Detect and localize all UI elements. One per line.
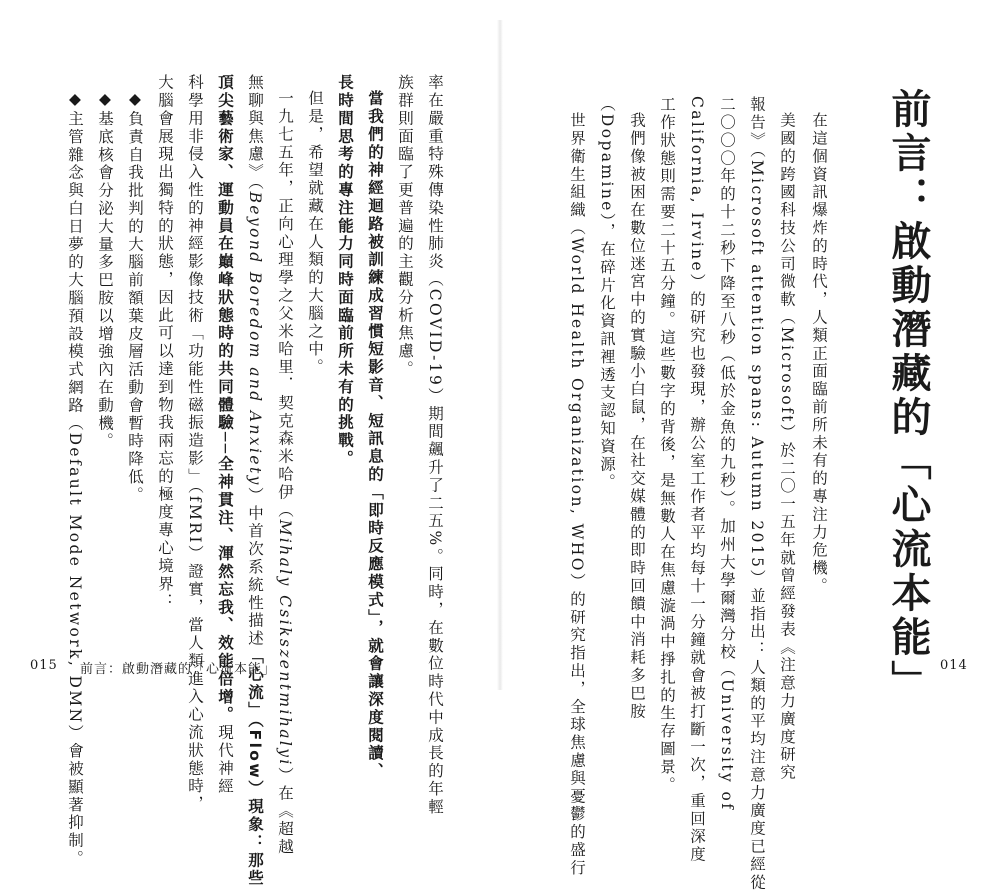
emphasis-run: 頂尖藝術家、運動員在巔峰狀態時的共同體驗──全神貫注、渾然忘我、效能倍增。	[216, 74, 234, 724]
left-page-number: 015	[30, 658, 58, 673]
paragraph-line: 二〇〇〇年的十二秒下降至八秒（低於金魚的九秒）。加州大學爾灣分校（University of	[718, 96, 736, 812]
paragraph-line: 大腦會展現出獨特的狀態，因此可以達到物我兩忘的極度專心境界：	[156, 74, 174, 611]
paragraph-line: 報告》（Microsoft attention spans: Autumn 2015）並指出：人類的平均注意力廣度已經從	[748, 96, 766, 892]
chapter-title: 前言：啟動潛藏的「心流本能」	[885, 88, 931, 704]
paragraph-line: 在這個資訊爆炸的時代，人類正面臨前所未有的專注力危機。	[810, 112, 828, 596]
paragraph-line	[274, 90, 296, 857]
paragraph-line: 世界衛生組織（World Health Organization, WHO）的研究指出，全球焦慮與憂鬱的盛行	[568, 112, 586, 878]
paragraph-line: 科學用非侵入性的神經影像技術「功能性磁振造影」（fMRI）證實，當人類進入心流狀態時，	[186, 74, 204, 814]
running-head: 前言：啟動潛藏的「心流本能」	[80, 662, 277, 677]
paragraph-line: California, Irvine）的研究也發現，辦公室工作者平均每十一分鐘就會被打斷一次，重回深度	[688, 96, 706, 864]
text-run: 無聊與焦慮》（	[246, 74, 264, 192]
text-run: 現代神經	[216, 723, 234, 796]
emphasis-line: 當我們的神經迴路被訓練成習慣短影音、短訊息的「即時反應模式」，就會讓深度閱讀、	[366, 90, 384, 781]
paragraph-line: 率在嚴重特殊傳染性肺炎（COVID-19）期間飆升了二五%。同時，在數位時代中成長的年輕	[426, 74, 444, 817]
text-run: ）在《超越	[276, 766, 294, 857]
emphasis-run: 「心流」（Flow）現象：那些	[246, 647, 264, 888]
page-gutter	[497, 20, 503, 690]
emphasis-line: 長時間思考的專注能力同時面臨前所未有的挑戰。	[336, 74, 354, 468]
paragraph-line: 我們像被困在數位迷宮中的實驗小白鼠，在社交媒體的即時回饋中消耗多巴胺	[628, 112, 646, 721]
paragraph-line	[214, 74, 236, 796]
paragraph-line: 工作狀態則需要二十五分鐘。這些數字的背後，是無數人在焦慮漩渦中掙扎的生存圖景。	[658, 96, 676, 795]
text-run: ）中首次系統性描述	[246, 486, 264, 648]
bullet-item: ◆負責自我批判的大腦前額葉皮層活動會暫時降低。	[126, 90, 144, 505]
bullet-item: ◆基底核會分泌大量多巴胺以增強內在動機。	[96, 90, 114, 451]
book-title: Beyond Boredom and Anxiety	[246, 191, 264, 487]
bullet-item: ◆主管雜念與白日夢的大腦預設模式網路（Default Mode Network, DMN）會被顯著抑制。	[66, 90, 84, 868]
text-run: 一九七五年，正向心理學之父米哈里．契克森米哈伊（	[276, 90, 294, 520]
paragraph-line: 族群則面臨了更普遍的主觀分析焦慮。	[396, 74, 414, 379]
right-page-number: 014	[940, 658, 968, 673]
paragraph-line	[244, 74, 266, 888]
paragraph-line: （Dopamine），在碎片化資訊裡透支認知資源。	[598, 96, 616, 492]
paragraph-line: 美國的跨國科技公司微軟（Microsoft）於二〇一五年就曾經發表《注意力廣度研究	[778, 112, 796, 782]
paragraph-line: 但是，希望就藏在人類的大腦之中。	[306, 90, 324, 377]
person-name: Mihaly Csikszentmihalyi	[276, 519, 294, 767]
